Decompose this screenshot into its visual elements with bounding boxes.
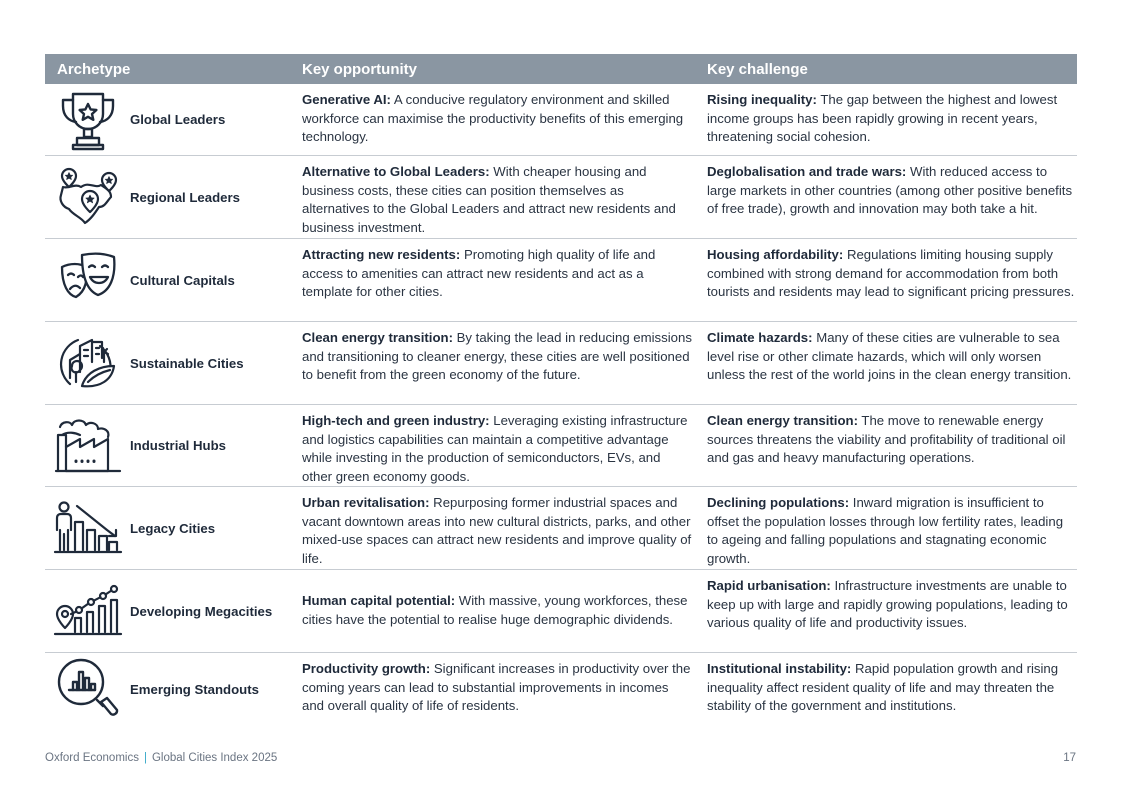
archetype-table [45, 54, 1077, 725]
challenge-cell: Housing affordability: Regulations limiting housing supply combined with strong demand for accommodation from both tourists and residents may lead to significant pricing pressures. [707, 247, 1075, 300]
opportunity-cell: Urban revitalisation: Repurposing former industrial spaces and vacant downtown areas into new cultural districts, parks, and other mixed-use spaces can attract new residents and improve quality of life. [302, 495, 692, 567]
map-pins-icon [45, 167, 130, 227]
opportunity-cell: Attracting new residents: Promoting high quality of life and access to amenities can attract new residents and act as a template for other cities. [302, 247, 656, 300]
challenge-cell: Deglobalisation and trade wars: With reduced access to large markets in other countries (among other positive benefits of free trade), growth and innovation may both take a hit. [707, 164, 1073, 217]
table-row [45, 239, 1077, 322]
page-number: 17 [1063, 752, 1076, 764]
growth-chart-pin-icon [45, 584, 130, 638]
report-title: Global Cities Index 2025 [151, 752, 278, 764]
table-row [45, 84, 1077, 156]
opportunity-cell: Human capital potential: With massive, young workforces, these cities have the potential to realise huge demographic dividends. [302, 592, 688, 627]
theatre-masks-icon [45, 251, 130, 309]
opportunity-cell: Alternative to Global Leaders: With cheaper housing and business costs, these cities can position themselves as alternatives to the Global Leaders and attract new residents and business investment. [302, 164, 676, 236]
challenge-cell: Climate hazards: Many of these cities are vulnerable to sea level rise or other climate hazards, which will only worsen unless the rest of the world joins in the clean energy transition. [707, 330, 1072, 383]
archetype-name: Developing Megacities [130, 603, 273, 619]
table-row [45, 653, 1077, 725]
table-row [45, 405, 1077, 487]
archetype-name: Global Leaders [130, 112, 226, 127]
opportunity-cell: Clean energy transition: By taking the lead in reducing emissions and transitioning to cleaner energy, these cities are well positioned to benefit from the green economy of the future. [302, 330, 692, 383]
page-footer [45, 752, 277, 764]
archetype-name: Industrial Hubs [130, 438, 226, 453]
challenge-cell: Clean energy transition: The move to renewable energy sources threatens the viability and profitability of traditional oil and gas and heavy manufacturing operations. [707, 413, 1066, 466]
table-row [45, 487, 1077, 570]
challenge-cell: Declining populations: Inward migration is insufficient to offset the population losses through low fertility rates, leading to ageing and falling populations and stagnating economic growth. [707, 495, 1064, 567]
opportunity-cell: High-tech and green industry: Leveraging existing infrastructure and logistics capabilities can maintain a competitive advantage while investing in the production of semiconductors, EVs, and other green economy goods. [302, 413, 688, 485]
green-city-leaf-icon [45, 332, 130, 394]
publisher-name: Oxford Economics [45, 752, 139, 764]
archetype-name: Cultural Capitals [130, 272, 235, 288]
archetype-name: Legacy Cities [130, 520, 216, 536]
archetype-name: Emerging Standouts [130, 681, 259, 697]
header-key-opportunity: Key opportunity [302, 60, 417, 78]
table-row [45, 322, 1077, 405]
header-archetype: Archetype [57, 60, 131, 78]
table-row [45, 570, 1077, 653]
archetype-name: Sustainable Cities [130, 355, 244, 371]
table-header [45, 54, 1077, 84]
trophy-icon [45, 88, 130, 152]
table-row [45, 156, 1077, 239]
challenge-cell: Institutional instability: Rapid population growth and rising inequality affect resident quality of life and may threaten the stability of the government and institutions. [707, 661, 1059, 714]
header-key-challenge: Key challenge [707, 60, 808, 78]
challenge-cell: Rising inequality: The gap between the highest and lowest income groups has been rapidly growing in recent years, threatening social cohesion. [707, 92, 1058, 145]
factory-icon [45, 417, 130, 475]
footer-separator: | [143, 752, 147, 764]
opportunity-cell: Productivity growth: Significant increases in productivity over the coming years can lead to substantial improvements in incomes and overall quality of life of residents. [302, 661, 691, 714]
declining-population-icon [45, 500, 130, 556]
opportunity-cell: Generative AI: A conducive regulatory environment and skilled workforce can maximise the productivity benefits of this emerging technology. [302, 92, 684, 145]
challenge-cell: Rapid urbanisation: Infrastructure investments are unable to keep up with large and rapidly growing populations, leading to various quality of life and productivity issues. [707, 578, 1068, 631]
magnifier-chart-icon [45, 656, 130, 722]
archetype-name: Regional Leaders [130, 189, 240, 205]
